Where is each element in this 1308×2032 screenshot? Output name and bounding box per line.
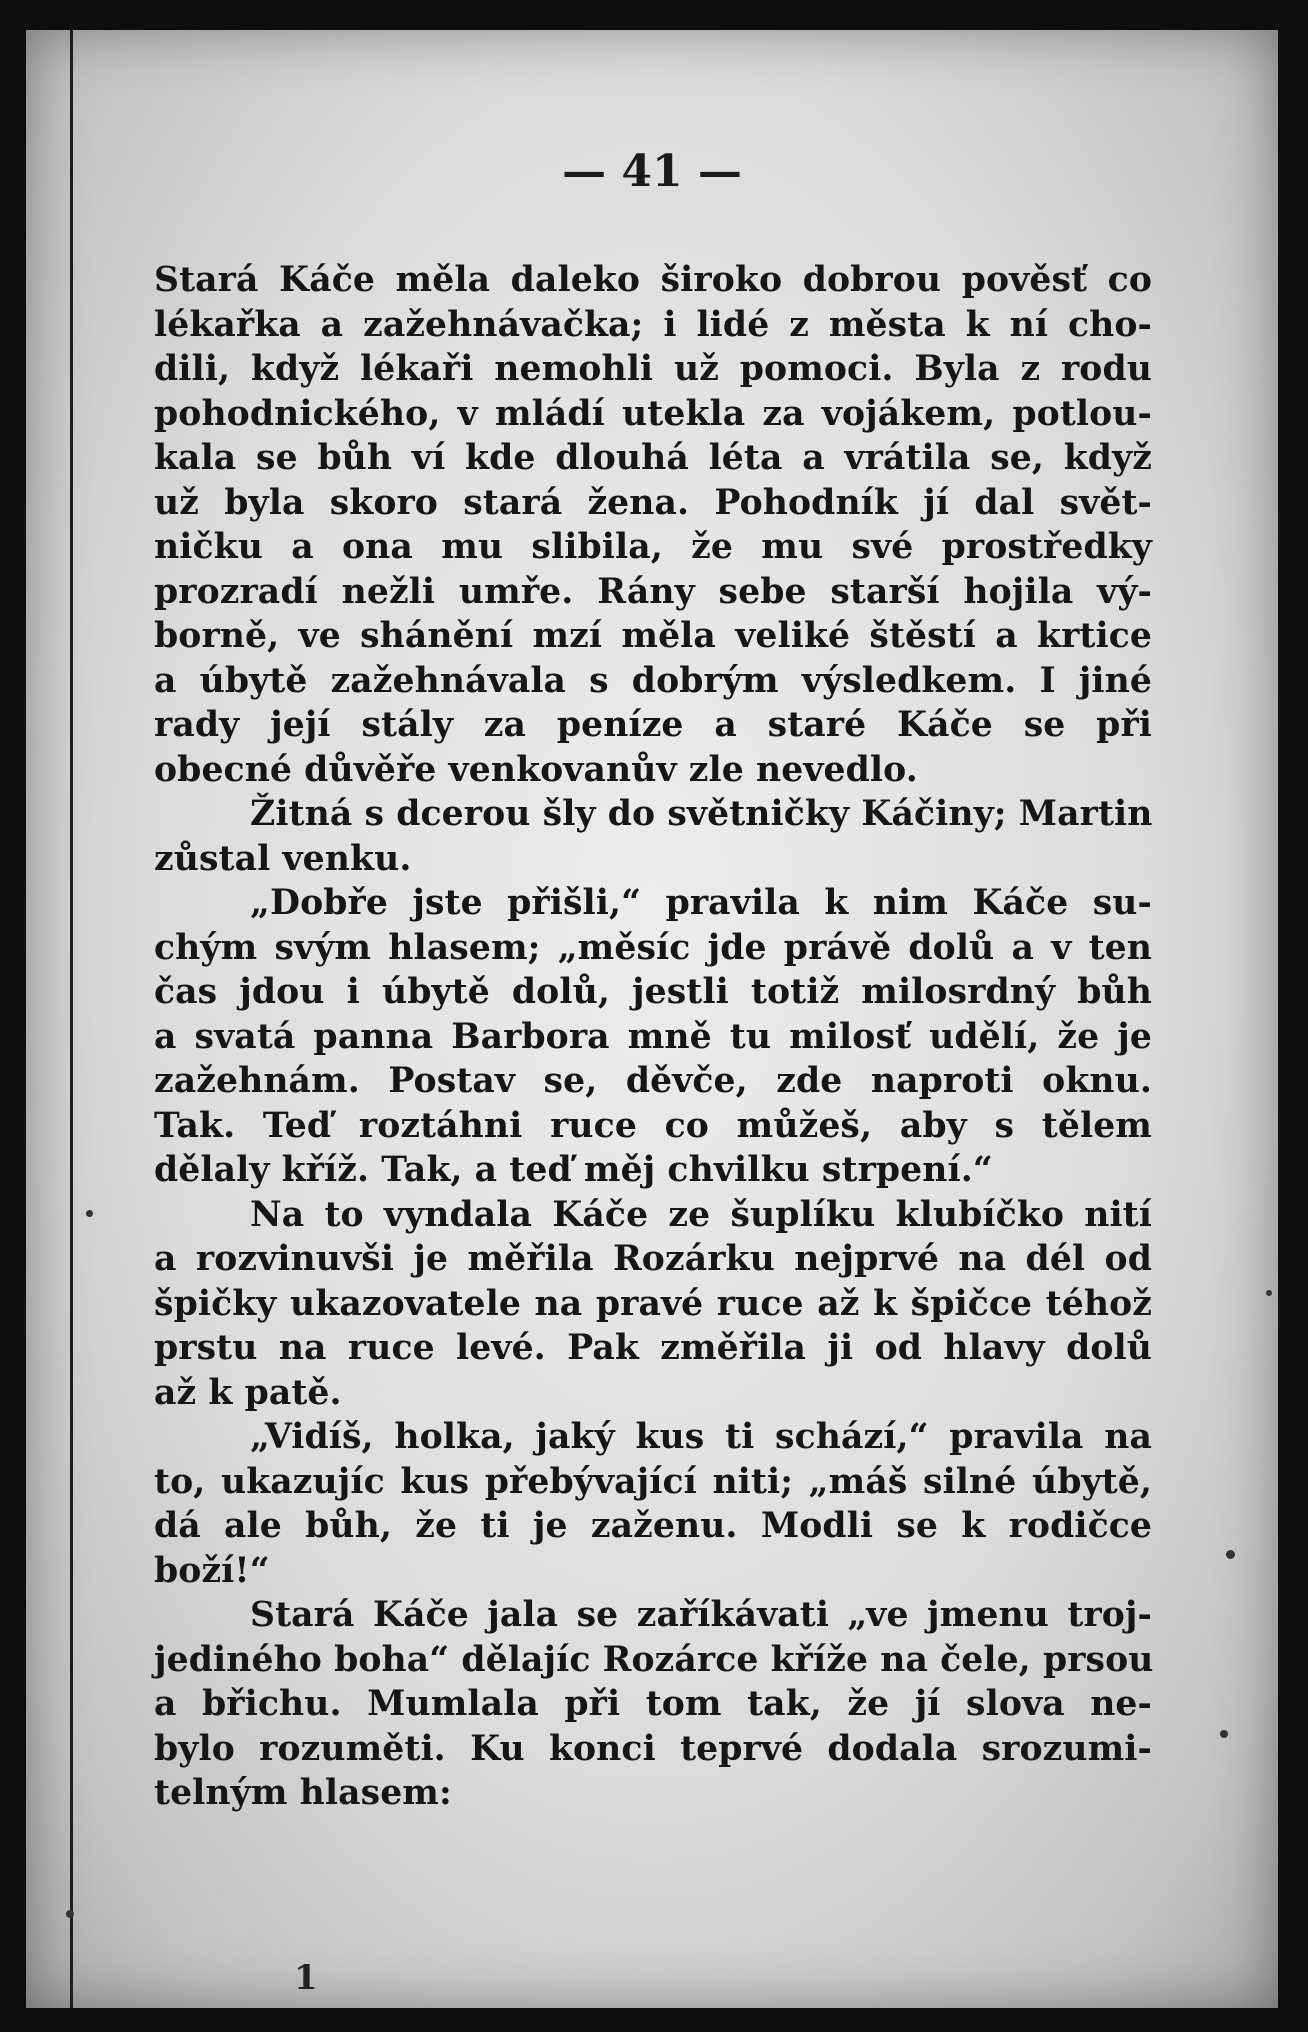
- text-line: čas jdou i úbytě dolů, jestli totiž milosrdný bůh: [154, 972, 1152, 1012]
- text-line: obecné důvěře venkovanův zle nevedlo.: [154, 749, 918, 790]
- paragraph-5: [154, 1415, 1152, 1593]
- print-speck: [66, 1910, 74, 1918]
- body-text: [154, 258, 1152, 1816]
- print-speck: [86, 1210, 93, 1217]
- text-line: borně, ve shánění mzí měla veliké štěstí a krtice: [154, 616, 1152, 656]
- text-line: a rozvinuvši je měřila Rozárku nejprvé na dél od: [154, 1239, 1152, 1279]
- text-line: až k patě.: [154, 1372, 342, 1413]
- book-page: [26, 30, 1278, 2008]
- text-line: dili, když lékaři nemohli už pomoci. Byla z rodu: [154, 349, 1152, 389]
- text-line: lékařka a zažehnávačka; i lidé z města k ní cho-: [154, 304, 1152, 345]
- text-line: kala se bůh ví kde dlouhá léta a vrátila se, když: [154, 438, 1152, 478]
- text-line: telným hlasem:: [154, 1773, 452, 1813]
- paragraph-2: [154, 792, 1152, 881]
- text-line: bylo rozuměti. Ku konci teprvé dodala srozumi-: [154, 1728, 1152, 1769]
- text-line: dá ale bůh, že ti je zaženu. Modli se k rodičce: [154, 1506, 1152, 1546]
- text-line: Žitná s dcerou šly do světničky Káčiny; Martin: [250, 794, 1153, 834]
- text-line: „Dobře jste přišli,“ pravila k nim Káče su-: [250, 883, 1152, 923]
- paragraph-4: [154, 1193, 1152, 1416]
- text-line: dělaly kříž. Tak, a teď měj chvilku strpení.“: [154, 1150, 993, 1190]
- text-line: a úbytě zažehnávala s dobrým výsledkem. I jiné: [154, 660, 1152, 701]
- print-speck: [1220, 1730, 1228, 1738]
- text-line: rady její stály za peníze a staré Káče se při: [154, 705, 1152, 745]
- text-line: boží!“: [154, 1550, 270, 1591]
- text-line: Na to vyndala Káče ze šuplíku klubíčko nití: [250, 1194, 1152, 1235]
- text-line: už byla skoro stará žena. Pohodník jí dal svět-: [154, 482, 1152, 523]
- text-line: prozradí nežli umře. Rány sebe starší hojila vý-: [154, 571, 1152, 612]
- text-line: špičky ukazovatele na pravé ruce až k špičce téhož: [154, 1283, 1152, 1324]
- text-line: prstu na ruce levé. Pak změřila ji od hlavy dolů: [154, 1328, 1152, 1368]
- text-line: Tak. Teď roztáhni ruce co můžeš, aby s tělem: [154, 1105, 1152, 1146]
- text-line: to, ukazujíc kus přebývající niti; „máš silné úbytě,: [154, 1461, 1152, 1502]
- text-line: zažehnám. Postav se, děvče, zde naproti oknu.: [154, 1061, 1152, 1101]
- text-line: pohodnického, v mládí utekla za vojákem, potlou-: [154, 393, 1152, 434]
- page-edge-line: [70, 30, 73, 2008]
- text-line: ničku a ona mu slibila, že mu své prostředky: [154, 527, 1152, 567]
- text-line: chým svým hlasem; „měsíc jde právě dolů a v ten: [154, 927, 1152, 968]
- paragraph-6: [154, 1593, 1152, 1816]
- footer-mark: 1: [294, 1958, 318, 1998]
- text-line: Stará Káče jala se zaříkávati „ve jmenu troj-: [250, 1595, 1152, 1635]
- paragraph-3: [154, 881, 1152, 1193]
- print-speck: [1226, 1550, 1235, 1559]
- print-speck: [1266, 1290, 1272, 1296]
- text-line: jediného boha“ dělajíc Rozárce kříže na čele, prsou: [154, 1639, 1154, 1680]
- text-line: „Vidíš, holka, jaký kus ti schází,“ pravila na: [250, 1417, 1152, 1457]
- page-number: — 41 —: [562, 146, 742, 197]
- text-line: Stará Káče měla daleko široko dobrou pověsť co: [154, 260, 1152, 300]
- paragraph-1: [154, 258, 1152, 792]
- text-line: zůstal venku.: [154, 838, 412, 879]
- text-line: a svatá panna Barbora mně tu milosť udělí, že je: [154, 1016, 1152, 1057]
- text-line: a břichu. Mumlala při tom tak, že jí slova ne-: [154, 1684, 1152, 1724]
